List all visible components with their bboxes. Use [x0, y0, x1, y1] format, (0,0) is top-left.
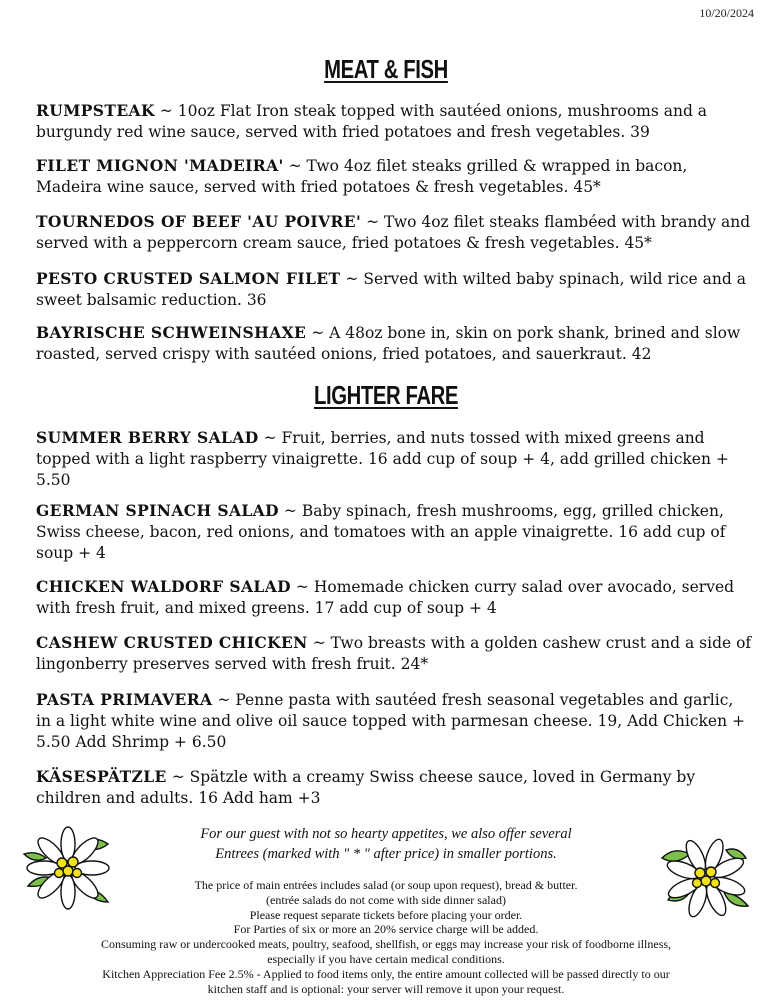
menu-item-separator: ~: [171, 768, 185, 786]
menu-item-description: Baby spinach, fresh mushrooms, egg, grilled chicken, Swiss cheese, bacon, red onions, and tomatoes with an apple vinaigrette. 16 add cup of soup + 4: [36, 502, 726, 562]
footer-note-line: Consuming raw or undercooked meats, poultry, seafood, shellfish, or eggs may increase your risk of foodborne illness,: [100, 937, 672, 952]
menu-item-description: Two 4oz filet steaks flambéed with brandy and served with a peppercorn cream sauce, fried potatoes & fresh vegetables. 45*: [36, 213, 751, 252]
menu-item-separator: ~: [366, 213, 380, 231]
menu-item-pasta-primavera: [36, 689, 752, 753]
menu-item-description: Spätzle with a creamy Swiss cheese sauce, loved in Germany by children and adults. 16 Add ham +3: [36, 768, 696, 807]
menu-item-kaesespaetzle: [36, 766, 752, 809]
footer-note-line: The price of main entrées includes salad (or soup upon request), bread & butter.: [194, 878, 578, 892]
menu-date: 10/20/2024: [699, 6, 754, 20]
menu-item-separator: ~: [311, 324, 325, 342]
menu-item-description: Two 4oz filet steaks grilled & wrapped in bacon, Madeira wine sauce, served with fried potatoes & fresh vegetables. 45*: [36, 157, 688, 196]
menu-item-description: A 48oz bone in, skin on pork shank, brined and slow roasted, served crispy with sautéed onions, fried potatoes, and sauerkraut. 42: [36, 324, 741, 363]
small-portions-line: For our guest with not so hearty appetites, we also offer several: [200, 826, 572, 842]
menu-item-name: KÄSESPÄTZLE: [36, 767, 167, 786]
menu-item-separator: ~: [283, 502, 297, 520]
menu-item-separator: ~: [295, 578, 309, 596]
footer-note-line: especially if you have certain medical conditions.: [267, 951, 505, 966]
small-portions-line: Entrees (marked with " * " after price) in smaller portions.: [215, 846, 557, 862]
footer-note-line: Please request separate tickets before placing your order.: [249, 907, 523, 922]
menu-item-description: 10oz Flat Iron steak topped with sautéed onions, mushrooms and a burgundy red wine sauce, served with fried potatoes and fresh vegetables. 39: [36, 102, 708, 141]
menu-item-summer-berry-salad: [36, 427, 752, 491]
footer-note-line: For Parties of six or more an 20% service charge will be added.: [233, 922, 539, 937]
menu-item-rumpsteak: [36, 100, 752, 143]
menu-item-name: BAYRISCHE SCHWEINSHAXE: [36, 323, 307, 342]
footer-note-line: (entrée salads do not come with side dinner salad): [266, 892, 506, 907]
menu-item-name: SUMMER BERRY SALAD: [36, 428, 259, 447]
edelweiss-icon: [18, 826, 118, 910]
menu-item-name: TOURNEDOS OF BEEF 'AU POIVRE': [36, 212, 362, 231]
menu-item-name: PASTA PRIMAVERA: [36, 690, 213, 709]
edelweiss-icon: [654, 836, 754, 920]
section-title-meat-fish: MEAT & FISH: [324, 54, 448, 84]
menu-item-description: Served with wilted baby spinach, wild rice and a sweet balsamic reduction. 36: [36, 270, 746, 309]
footer-note-line: kitchen staff and is optional: your server will remove it upon your request.: [207, 981, 565, 996]
menu-item-separator: ~: [288, 157, 302, 175]
menu-item-name: CASHEW CRUSTED CHICKEN: [36, 633, 308, 652]
menu-item-cashew-crusted-chicken: [36, 632, 752, 675]
menu-item-description: Two breasts with a golden cashew crust and a side of lingonberry preserves served with fresh fruit. 24*: [36, 634, 752, 673]
menu-item-schweinshaxe: [36, 322, 752, 365]
menu-item-filet-mignon: [36, 155, 752, 198]
menu-item-description: Homemade chicken curry salad over avocado, served with fresh fruit, and mixed greens. 17 add cup of soup + 4: [36, 578, 735, 617]
menu-item-tournedos: [36, 211, 752, 254]
menu-item-description: Fruit, berries, and nuts tossed with mixed greens and topped with a light raspberry vinaigrette. 16 add cup of soup + 4, add grilled chicken + 5.50: [36, 429, 729, 489]
menu-item-separator: ~: [345, 270, 359, 288]
menu-item-name: PESTO CRUSTED SALMON FILET: [36, 269, 341, 288]
menu-item-name: RUMPSTEAK: [36, 101, 155, 120]
footer-note-line: Kitchen Appreciation Fee 2.5% - Applied to food items only, the entire amount collected will be passed directly to our: [102, 966, 670, 981]
menu-item-name: CHICKEN WALDORF SALAD: [36, 577, 291, 596]
menu-item-salmon: [36, 268, 752, 311]
menu-item-description: Penne pasta with sautéed fresh seasonal vegetables and garlic, in a light white wine and olive oil sauce topped with parmesan cheese. 19, Add Chicken + 5.50 Add Shrimp + 6.50: [36, 691, 745, 751]
menu-item-separator: ~: [159, 102, 173, 120]
menu-item-german-spinach-salad: [36, 500, 752, 564]
small-portions-note: [150, 824, 622, 864]
menu-item-separator: ~: [217, 691, 231, 709]
menu-item-name: GERMAN SPINACH SALAD: [36, 501, 279, 520]
menu-item-separator: ~: [312, 634, 326, 652]
footer-notes: [40, 878, 732, 996]
menu-item-name: FILET MIGNON 'MADEIRA': [36, 156, 284, 175]
menu-item-chicken-waldorf-salad: [36, 576, 752, 619]
section-title-lighter-fare: LIGHTER FARE: [313, 380, 459, 410]
menu-item-separator: ~: [263, 429, 277, 447]
